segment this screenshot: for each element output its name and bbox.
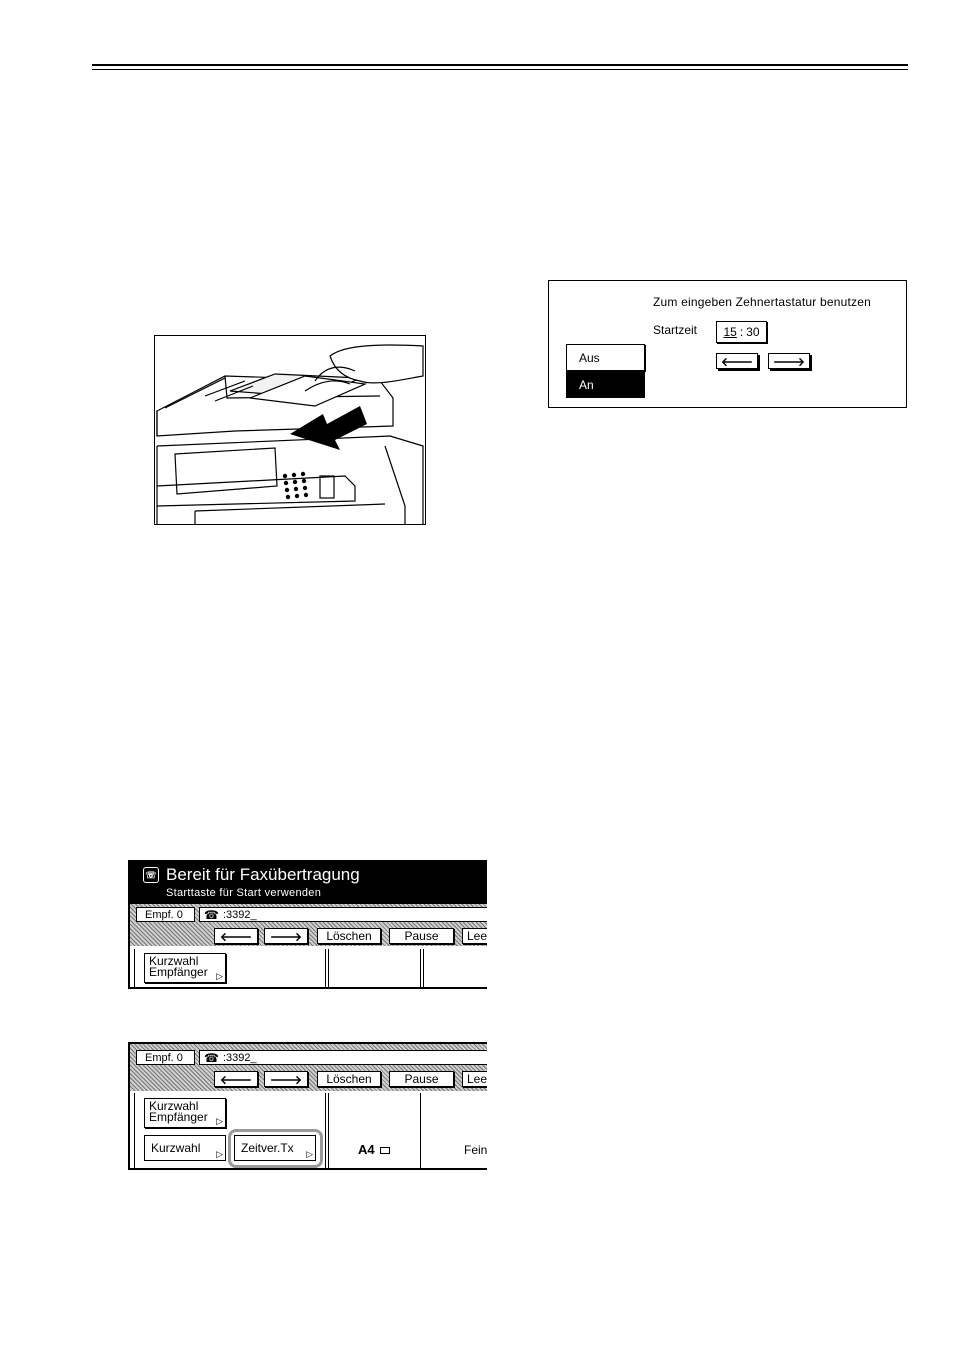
- pause-button[interactable]: Pause: [389, 1071, 454, 1087]
- expand-triangle-icon: ▷: [216, 1149, 223, 1159]
- fax-delayed-tx-screen: [128, 1042, 487, 1170]
- arrow-right-icon: 🡒: [772, 354, 806, 369]
- destination-band: [130, 1044, 487, 1091]
- screen-subtitle: Starttaste für Start verwenden: [166, 887, 322, 899]
- expand-triangle-icon: ▷: [306, 1149, 313, 1159]
- option-an-button[interactable]: An: [566, 371, 645, 398]
- fax-number-field[interactable]: [199, 1050, 487, 1065]
- paper-orientation-icon: [380, 1147, 390, 1154]
- screen-title: Bereit für Faxübertragung: [166, 865, 360, 884]
- header-rule-thick: [92, 64, 908, 66]
- recipient-count-chip: Empf. 0: [136, 907, 195, 922]
- fax-number-value: :3392_: [222, 1051, 257, 1064]
- document-feeder-illustration: [154, 335, 426, 525]
- fax-number-value: :3392_: [222, 908, 257, 921]
- fax-icon: ☏: [143, 867, 159, 883]
- arrow-left-icon: 🡐: [720, 354, 754, 369]
- cursor-left-button[interactable]: [214, 928, 258, 944]
- column-divider: [325, 1093, 329, 1170]
- arrow-left-icon: 🡐: [219, 929, 253, 944]
- column-divider: [420, 949, 424, 989]
- kurzwahl-button[interactable]: [144, 1135, 226, 1161]
- paper-size-indicator[interactable]: [358, 1142, 390, 1157]
- cursor-right-button[interactable]: [264, 928, 308, 944]
- arrow-left-icon: 🡐: [219, 1072, 253, 1087]
- function-area: [130, 1093, 487, 1170]
- expand-triangle-icon: ▷: [216, 971, 223, 981]
- fax-title-bar: [130, 860, 487, 904]
- kurzwahl-empfaenger-button[interactable]: [144, 953, 226, 983]
- zeitver-tx-button[interactable]: [234, 1135, 316, 1161]
- start-time-hours: 15: [723, 325, 737, 339]
- kurzwahl-empfaenger-button[interactable]: [144, 1098, 226, 1128]
- destination-band: [130, 904, 487, 946]
- cursor-right-button[interactable]: [768, 353, 810, 369]
- fax-number-field[interactable]: [199, 907, 487, 922]
- header-rule-thin: [92, 69, 908, 70]
- column-divider: [325, 949, 329, 989]
- function-area: [130, 949, 487, 989]
- button-label-line2: Empfänger: [149, 965, 208, 979]
- cursor-left-button[interactable]: [716, 353, 758, 369]
- panel-divider: [134, 949, 135, 989]
- expand-triangle-icon: ▷: [216, 1116, 223, 1126]
- start-time-minutes: 30: [746, 325, 760, 339]
- resolution-indicator[interactable]: Fein: [464, 1143, 487, 1157]
- start-time-settings-panel: [548, 280, 907, 408]
- start-time-label: Startzeit: [653, 323, 698, 337]
- keypad-hint-text: Zum eingeben Zehnertastatur benutzen: [653, 295, 872, 309]
- start-time-field[interactable]: [716, 321, 767, 343]
- loeschen-button[interactable]: Löschen: [317, 1071, 381, 1087]
- paper-size-label: A4: [358, 1142, 375, 1157]
- cursor-right-button[interactable]: [264, 1071, 308, 1087]
- leerzeichen-button[interactable]: Lee: [462, 1071, 487, 1087]
- zeitver-tx-label: Zeitver.Tx: [241, 1141, 294, 1155]
- leerzeichen-button[interactable]: Lee: [462, 928, 487, 944]
- fax-ready-screen: [128, 860, 487, 989]
- recipient-count-chip: Empf. 0: [136, 1050, 195, 1065]
- arrow-right-icon: 🡒: [269, 1072, 303, 1087]
- column-divider: [420, 1093, 421, 1170]
- kurzwahl-label: Kurzwahl: [151, 1141, 201, 1155]
- button-label-line2: Empfänger: [149, 1110, 208, 1124]
- phone-icon: ☎: [204, 907, 219, 922]
- phone-icon: ☎: [204, 1050, 219, 1065]
- button-label-line1: Kurzwahl: [149, 954, 199, 968]
- loeschen-button[interactable]: Löschen: [317, 928, 381, 944]
- start-time-separator: :: [739, 325, 744, 339]
- cursor-left-button[interactable]: [214, 1071, 258, 1087]
- panel-divider: [134, 1093, 135, 1170]
- arrow-right-icon: 🡒: [269, 929, 303, 944]
- pause-button[interactable]: Pause: [389, 928, 454, 944]
- button-label-line1: Kurzwahl: [149, 1099, 199, 1113]
- option-aus-button[interactable]: Aus: [566, 344, 645, 371]
